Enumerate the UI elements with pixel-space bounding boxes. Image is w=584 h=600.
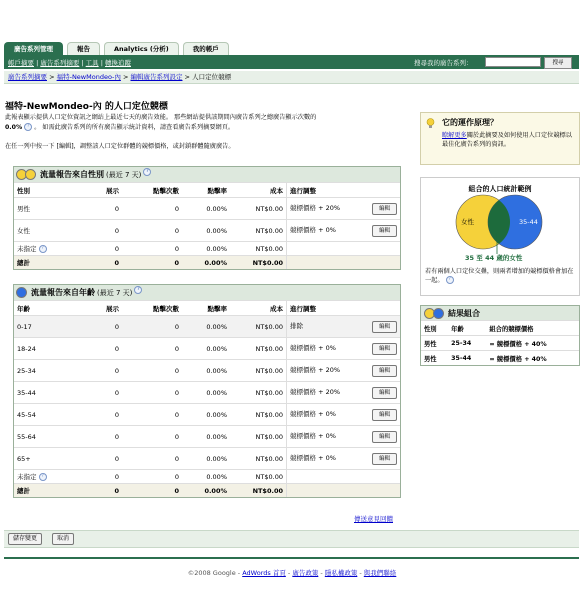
breadcrumb-sep: >: [182, 73, 193, 81]
cost-cell: NT$0.00: [230, 198, 287, 220]
table-row: [14, 338, 400, 360]
cost-cell: NT$0.00: [230, 256, 287, 270]
learn-more-link[interactable]: 瞭解更多: [442, 132, 467, 139]
save-button[interactable]: 儲存變更: [8, 533, 42, 545]
tab-analytics[interactable]: Analytics (分析): [104, 42, 179, 55]
edit-button[interactable]: 編輯: [372, 203, 397, 215]
cost-cell: NT$0.00: [230, 382, 287, 404]
how-it-works-title: 它的運作原理？: [442, 118, 498, 127]
page-title: 福特-NewMondeo-內 的人口定位競標: [5, 102, 168, 112]
column-header: 點擊率: [182, 301, 230, 316]
action-bar: [4, 530, 579, 548]
price-cell: = 競標價格 + 40%: [486, 336, 579, 351]
footer-sep: -: [357, 569, 364, 577]
age-panel-title: 流量報告來自年齡: [31, 288, 95, 297]
cost-cell: NT$0.00: [230, 338, 287, 360]
row-label: 0-17: [14, 316, 74, 338]
page-description: [5, 113, 400, 133]
description-text-2: 。 如需此廣告系列的所有廣告顯示統計資料，請查看廣告系列摘要網頁。: [34, 124, 235, 131]
table-row: [14, 316, 400, 338]
edit-button[interactable]: 編輯: [372, 321, 397, 333]
column-header: 展示: [74, 301, 122, 316]
gender-panel-range: (最近 7 天): [106, 170, 142, 179]
result-title: 結果組合: [448, 308, 480, 318]
table-row: [14, 382, 400, 404]
gender-table: [14, 182, 400, 269]
clicks-cell: 0: [122, 316, 182, 338]
how-it-works-desc: 關於此摘要及如何使用人口定位競標以最佳化廣告系列的資訊。: [442, 132, 572, 148]
ctr-cell: 0.00%: [182, 338, 230, 360]
row-label: 25-34: [14, 360, 74, 382]
gender-cell: 男性: [421, 351, 448, 366]
breadcrumb: [4, 71, 579, 84]
help-icon[interactable]: ?: [24, 123, 32, 131]
male-circle-icon: [25, 169, 36, 180]
age-cell: 35-44: [448, 351, 486, 366]
age-circle-icon: [16, 287, 27, 298]
table-row: [14, 198, 400, 220]
how-it-works-box: [420, 112, 580, 165]
ctr-cell: 0.00%: [182, 220, 230, 242]
edit-button[interactable]: 編輯: [372, 387, 397, 399]
impressions-cell: 0: [74, 220, 122, 242]
breadcrumb-current: 人口定位競標: [192, 73, 232, 81]
impressions-cell: 0: [74, 198, 122, 220]
adjustment-cell: [287, 360, 401, 382]
impressions-cell: 0: [74, 382, 122, 404]
ctr-cell: 0.00%: [182, 242, 230, 256]
clicks-cell: 0: [122, 256, 182, 270]
help-icon[interactable]: ?: [134, 286, 142, 294]
description-percent: 0.0%: [5, 124, 23, 131]
price-cell: = 競標價格 + 40%: [486, 351, 579, 366]
column-header: 成本: [230, 183, 287, 198]
ctr-cell: 0.00%: [182, 448, 230, 470]
adjustment-cell: [287, 338, 401, 360]
subnav-campaign-summary[interactable]: 廣告系列摘要: [40, 59, 80, 67]
table-row: [14, 404, 400, 426]
footer-link-contact[interactable]: 與我們聯絡: [363, 569, 397, 577]
footer-divider: [4, 557, 579, 559]
column-header: 年齡: [14, 301, 74, 316]
clicks-cell: 0: [122, 360, 182, 382]
feedback-link[interactable]: 傳送意見回饋: [354, 515, 393, 523]
clicks-cell: 0: [122, 220, 182, 242]
gender-panel-header: [14, 167, 400, 182]
cost-cell: NT$0.00: [230, 470, 287, 484]
cost-cell: NT$0.00: [230, 360, 287, 382]
table-row: [14, 426, 400, 448]
adjustment-cell: [287, 448, 401, 470]
gender-traffic-panel: [13, 166, 401, 270]
cost-cell: NT$0.00: [230, 448, 287, 470]
footer-sep: -: [318, 569, 325, 577]
search-button[interactable]: 搜尋: [544, 57, 572, 69]
row-label: 35-44: [14, 382, 74, 404]
adjustment-cell: [287, 484, 401, 498]
row-label: 總計: [14, 484, 74, 498]
adjustment-text: 排除: [290, 321, 303, 330]
clicks-cell: 0: [122, 426, 182, 448]
venn-caption: 35 至 44 歲的女性: [465, 254, 523, 262]
footer-link-adwords[interactable]: AdWords 首頁: [242, 569, 286, 577]
age-panel-range: (最近 7 天): [97, 288, 133, 297]
age-cell: 25-34: [448, 336, 486, 351]
venn-label-age: 35-44: [519, 218, 538, 226]
clicks-cell: 0: [122, 470, 182, 484]
help-icon[interactable]: ?: [446, 276, 454, 284]
row-label: [14, 242, 74, 256]
row-label: 女性: [14, 220, 74, 242]
subnav-sep: |: [79, 59, 86, 67]
edit-button[interactable]: 編輯: [372, 453, 397, 465]
lightbulb-icon: [426, 118, 435, 129]
row-label: 18-24: [14, 338, 74, 360]
ctr-cell: 0.00%: [182, 316, 230, 338]
gender-cell: 男性: [421, 336, 448, 351]
gender-panel-title: 流量報告來自性別: [40, 170, 104, 179]
help-icon[interactable]: ?: [143, 168, 151, 176]
adjustment-text: 競標價格 + 20%: [290, 387, 341, 396]
ctr-cell: 0.00%: [182, 404, 230, 426]
result-header: [421, 306, 579, 320]
footer-link-ad-policy[interactable]: 廣告政策: [292, 569, 319, 577]
impressions-cell: 0: [74, 338, 122, 360]
adjustment-text: 競標價格 + 0%: [290, 343, 336, 352]
row-label-text: 未指定: [17, 473, 37, 481]
breadcrumb-sep: >: [47, 73, 57, 81]
impressions-cell: 0: [74, 256, 122, 270]
impressions-cell: 0: [74, 316, 122, 338]
edit-button[interactable]: 編輯: [372, 409, 397, 421]
column-header: 點擊次數: [122, 301, 182, 316]
adjustment-text: 競標價格 + 0%: [290, 409, 336, 418]
tab-my-account[interactable]: 我的帳戶: [183, 42, 229, 55]
impressions-cell: 0: [74, 470, 122, 484]
column-header: 性別: [14, 183, 74, 198]
total-row: [14, 256, 400, 270]
copyright-text: ©2008 Google -: [187, 569, 243, 577]
breadcrumb-sep: >: [120, 73, 131, 81]
adjustment-cell: [287, 256, 401, 270]
impressions-cell: 0: [74, 404, 122, 426]
age-panel-header: [14, 285, 400, 300]
age-table: [14, 300, 400, 497]
table-row: [14, 242, 400, 256]
table-row: [421, 336, 579, 351]
row-label: 45-54: [14, 404, 74, 426]
subnav-conversion-tracking[interactable]: 轉換追蹤: [104, 59, 131, 67]
column-header: 點擊次數: [122, 183, 182, 198]
adjustment-text: 競標價格 + 0%: [290, 225, 336, 234]
tab-reports[interactable]: 報告: [67, 42, 100, 55]
row-label: 男性: [14, 198, 74, 220]
table-row: [421, 351, 579, 366]
adjustment-text: 競標價格 + 0%: [290, 453, 336, 462]
venn-title: 組合的人口統計範例: [468, 185, 532, 193]
cancel-button[interactable]: 取消: [52, 533, 74, 545]
venn-note-text: 若有兩個人口定位交疊，則兩者增加的競標價格會加在一起。: [425, 268, 574, 284]
sub-navigation: [8, 58, 131, 67]
clicks-cell: 0: [122, 338, 182, 360]
breadcrumb-campaign-summary[interactable]: 廣告系列摘要: [8, 73, 47, 81]
impressions-cell: 0: [74, 448, 122, 470]
cost-cell: NT$0.00: [230, 404, 287, 426]
total-row: [14, 484, 400, 498]
cost-cell: NT$0.00: [230, 426, 287, 448]
table-row: [14, 448, 400, 470]
table-row: [14, 220, 400, 242]
column-header: 進行調整: [287, 183, 401, 198]
adjustment-cell: [287, 220, 401, 242]
result-table: [421, 320, 579, 365]
impressions-cell: 0: [74, 426, 122, 448]
ctr-cell: 0.00%: [182, 484, 230, 498]
result-combination-panel: [420, 305, 580, 366]
clicks-cell: 0: [122, 484, 182, 498]
adjustment-cell: [287, 470, 401, 484]
ctr-cell: 0.00%: [182, 256, 230, 270]
ctr-cell: 0.00%: [182, 198, 230, 220]
impressions-cell: 0: [74, 242, 122, 256]
row-label: 總計: [14, 256, 74, 270]
cost-cell: NT$0.00: [230, 242, 287, 256]
cost-cell: NT$0.00: [230, 220, 287, 242]
ctr-cell: 0.00%: [182, 426, 230, 448]
column-header: 年齡: [448, 321, 486, 336]
footer: [0, 568, 584, 577]
cost-cell: NT$0.00: [230, 316, 287, 338]
adjustment-cell: [287, 242, 401, 256]
impressions-cell: 0: [74, 360, 122, 382]
column-header: 展示: [74, 183, 122, 198]
clicks-cell: 0: [122, 448, 182, 470]
adjustment-text: 競標價格 + 20%: [290, 365, 341, 374]
cost-cell: NT$0.00: [230, 484, 287, 498]
row-label: [14, 470, 74, 484]
adjustment-text: 競標價格 + 20%: [290, 203, 341, 212]
venn-note: [425, 267, 577, 285]
edit-button[interactable]: 編輯: [372, 365, 397, 377]
adjustment-cell: [287, 382, 401, 404]
breadcrumb-campaign[interactable]: 福特-NewMondeo-內: [56, 73, 121, 81]
row-label: 65+: [14, 448, 74, 470]
row-label-text: 未指定: [17, 245, 37, 253]
adjustment-cell: [287, 426, 401, 448]
ctr-cell: 0.00%: [182, 382, 230, 404]
search-input[interactable]: [485, 57, 541, 67]
subnav-tools[interactable]: 工具: [85, 59, 99, 67]
adjustment-text: 競標價格 + 0%: [290, 431, 336, 440]
top-tabs: [4, 42, 229, 55]
column-header: 進行調整: [287, 301, 401, 316]
column-header: 成本: [230, 301, 287, 316]
help-icon[interactable]: ?: [39, 473, 47, 481]
edit-button[interactable]: 編輯: [372, 431, 397, 443]
tab-campaign-management[interactable]: 廣告系列管理: [4, 42, 63, 55]
column-header: 性別: [421, 321, 448, 336]
edit-instruction: 在任一列中按一下 [編輯]，調整該人口定位群體的競標價格，或封鎖群體隨廣廣告。: [5, 143, 235, 150]
column-header: 點擊率: [182, 183, 230, 198]
help-icon[interactable]: ?: [39, 245, 47, 253]
edit-button[interactable]: 編輯: [372, 225, 397, 237]
footer-sep: -: [285, 569, 293, 577]
clicks-cell: 0: [122, 382, 182, 404]
venn-label-female: 女性: [461, 218, 474, 226]
clicks-cell: 0: [122, 242, 182, 256]
adjustment-cell: [287, 316, 401, 338]
age-circle-icon: [433, 308, 444, 319]
ctr-cell: 0.00%: [182, 470, 230, 484]
search-label: 搜尋我的廣告系列：: [414, 59, 473, 67]
row-label: 55-64: [14, 426, 74, 448]
edit-button[interactable]: 編輯: [372, 343, 397, 355]
ctr-cell: 0.00%: [182, 360, 230, 382]
subnav-sep: |: [98, 59, 105, 67]
clicks-cell: 0: [122, 198, 182, 220]
footer-link-privacy[interactable]: 隱私權政策: [324, 569, 358, 577]
column-header: 組合的競標價格: [486, 321, 579, 336]
table-row: [14, 470, 400, 484]
adjustment-cell: [287, 198, 401, 220]
subnav-sep: |: [34, 59, 41, 67]
table-row: [14, 360, 400, 382]
description-text: 此報表顯示提供人口定位資訊之網站上最近七天的廣告效能。 那些網站提供該期間內廣告系列之總廣告顯示次數的: [5, 114, 317, 121]
clicks-cell: 0: [122, 404, 182, 426]
impressions-cell: 0: [74, 484, 122, 498]
age-traffic-panel: [13, 284, 401, 498]
how-it-works-text: [442, 131, 574, 149]
adjustment-cell: [287, 404, 401, 426]
subnav-account-summary[interactable]: 帳戶摘要: [8, 59, 34, 67]
breadcrumb-edit-settings[interactable]: 編輯廣告系列設定: [130, 73, 183, 81]
